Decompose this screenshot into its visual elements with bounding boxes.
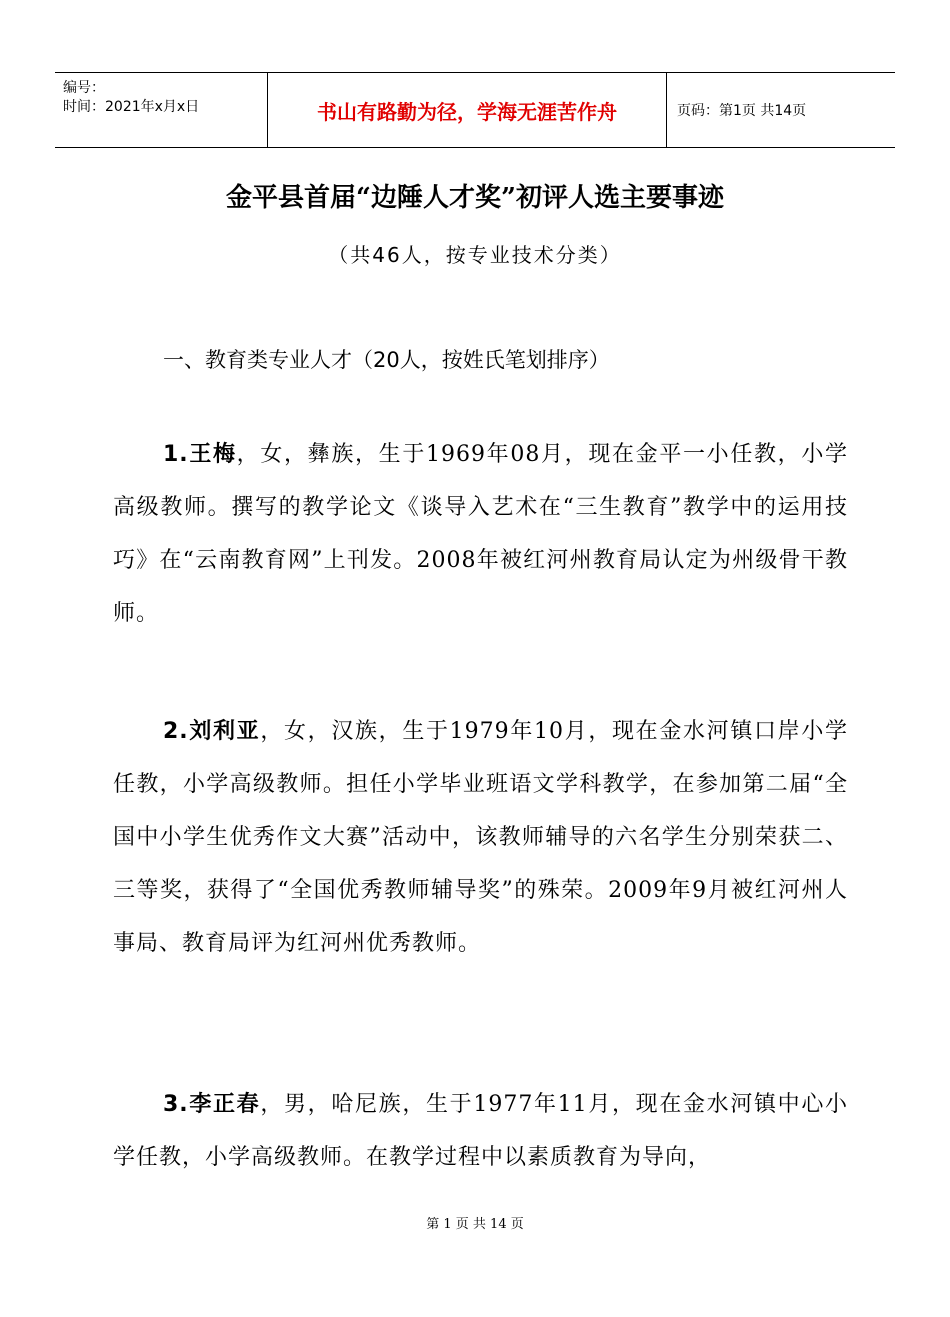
document-title: 金平县首届“边陲人才奖”初评人选主要事迹 bbox=[226, 183, 724, 213]
header-motto: 书山有路勤为径，学海无涯苦作舟 bbox=[267, 73, 667, 147]
document-subtitle: （共46人，按专业技术分类） bbox=[328, 243, 622, 267]
entry-paragraph bbox=[113, 1078, 848, 1184]
page-footer: 第 1 页 共 14 页 bbox=[426, 1217, 524, 1232]
entry-paragraph bbox=[113, 428, 848, 640]
section-heading: 一、教育类专业人才（20人，按姓氏笔划排序） bbox=[163, 348, 610, 372]
entry-paragraph bbox=[113, 705, 848, 970]
entry-name: 2.刘利亚 bbox=[163, 719, 261, 744]
entry-text: ，女，汉族，生于1979年10月，现在金水河镇口岸小学任教，小学高级教师。担任小学毕业班语文学科教学，在参加第二届“全国中小学生优秀作文大赛”活动中，该教师辅导的六名学生分别荣获二、三等奖，获得了“全国优秀教师辅导奖”的殊荣。2009年9月被红河州人事局、教育局评为红河州优秀教师。 bbox=[113, 719, 849, 956]
number-label: 编号： bbox=[63, 80, 105, 96]
entry-text: ，男，哈尼族，生于1977年11月，现在金水河镇中心小学任教，小学高级教师。在教学过程中以素质教育为导向， bbox=[113, 1092, 849, 1170]
header-meta bbox=[55, 73, 267, 147]
page-header bbox=[55, 72, 895, 148]
entry-name: 3.李正春 bbox=[163, 1092, 261, 1117]
header-page-info: 页码：第1页 共14页 bbox=[677, 103, 807, 119]
time-label: 时间：2021年x月x日 bbox=[63, 99, 200, 115]
entry-name: 1.王梅 bbox=[163, 442, 237, 467]
entry-text: ，女，彝族，生于1969年08月，现在金平一小任教，小学高级教师。撰写的教学论文《谈导入艺术在“三生教育”教学中的运用技巧》在“云南教育网”上刊发。2008年被红河州教育局认定为州级骨干教师。 bbox=[113, 442, 848, 626]
